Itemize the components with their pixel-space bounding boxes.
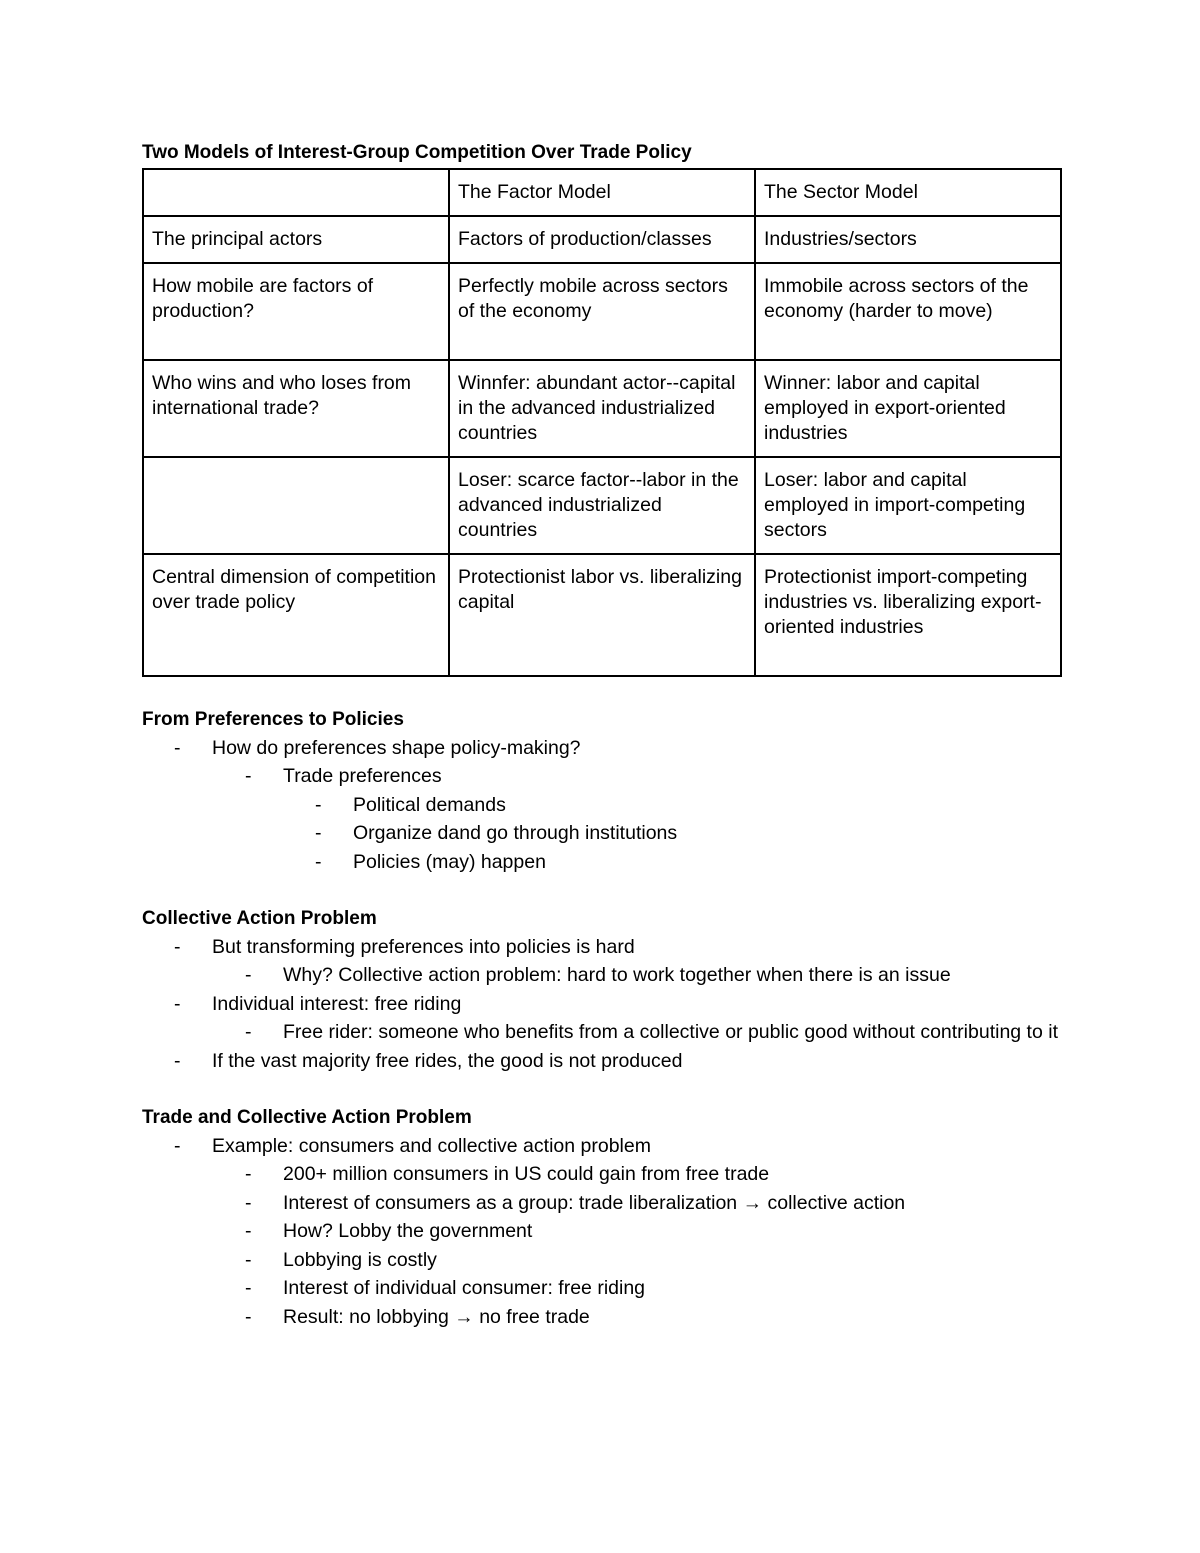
list-item [142,1246,1062,1274]
document-title: Two Models of Interest-Group Competition Over Trade Policy [142,142,692,163]
table-cell: Loser: labor and capital employed in import-competing sectors [755,457,1061,554]
dash-bullet: - [174,1135,181,1158]
section-heading: Trade and Collective Action Problem [142,1107,472,1129]
list-item-text: Interest of individual consumer: free riding [283,1277,646,1300]
dash-bullet: - [245,1163,252,1186]
list-item-text: Why? Collective action problem: hard to work together when there is an issue [283,964,951,987]
dash-bullet: - [245,1305,252,1328]
table-cell: Winnfer: abundant actor--capital in the advanced industrialized countries [449,360,755,457]
list-item [142,1160,1062,1188]
document-page [142,140,1062,1331]
list-item-text: But transforming preferences into policies is hard [212,936,635,959]
dash-bullet: - [245,1220,252,1243]
dash-bullet: - [245,1248,252,1271]
table-cell: The Sector Model [755,169,1061,216]
dash-bullet: - [245,964,252,987]
list-item [142,1274,1062,1302]
table-row [143,216,1061,263]
table-cell: Winner: labor and capital employed in export-oriented industries [755,360,1061,457]
list-item [142,1132,1062,1160]
list-item [142,848,1062,876]
table-cell: Industries/sectors [755,216,1061,263]
table-cell [143,169,449,216]
dash-bullet: - [315,822,322,845]
list-item [142,990,1062,1018]
list-item-text: How? Lobby the government [283,1220,533,1243]
list-item [142,762,1062,790]
table-cell: How mobile are factors of production? [143,263,449,360]
table-cell: Immobile across sectors of the economy (harder to move) [755,263,1061,360]
list-item-text: 200+ million consumers in US could gain from free trade [283,1163,770,1186]
bullet-list [142,933,1062,1075]
list-item-text: If the vast majority free rides, the good is not produced [212,1049,683,1072]
list-item [142,1047,1062,1075]
table-cell: The Factor Model [449,169,755,216]
list-item [142,1018,1062,1046]
dash-bullet: - [245,765,252,788]
section-collective-action-problem [142,906,1062,1075]
list-item [142,1303,1062,1331]
table-cell: Who wins and who loses from international trade? [143,360,449,457]
table-cell: Protectionist labor vs. liberalizing capital [449,554,755,676]
table-cell [143,457,449,554]
dash-bullet: - [245,1277,252,1300]
dash-bullet: - [174,992,181,1015]
list-item-text: Example: consumers and collective action problem [212,1135,651,1158]
list-item-text: Result: no lobbying → no free trade [283,1305,590,1328]
table-cell: Central dimension of competition over trade policy [143,554,449,676]
table-cell: Perfectly mobile across sectors of the economy [449,263,755,360]
list-item [142,819,1062,847]
list-item-text: Interest of consumers as a group: trade liberalization → collective action [283,1191,906,1214]
section-heading: From Preferences to Policies [142,709,404,730]
table-row [143,554,1061,676]
bullet-list [142,1132,1062,1331]
list-item [142,933,1062,961]
dash-bullet: - [245,1021,252,1044]
list-item-text: How do preferences shape policy-making? [212,737,581,759]
table-cell: Loser: scarce factor--labor in the advanced industrialized countries [449,457,755,554]
list-item-text: Political demands [353,793,506,816]
list-item-text: Lobbying is costly [283,1248,437,1271]
section-preferences-to-policies [142,707,1062,876]
table-cell: Protectionist import-competing industries vs. liberalizing export-oriented industries [755,554,1061,676]
table-row [143,360,1061,457]
list-item [142,791,1062,819]
dash-bullet: - [245,1191,252,1214]
dash-bullet: - [174,737,181,759]
dash-bullet: - [315,793,322,816]
list-item [142,1189,1062,1217]
list-item-text: Individual interest: free riding [212,992,462,1015]
list-item-text: Policies (may) happen [353,850,546,873]
table-cell: The principal actors [143,216,449,263]
dash-bullet: - [174,936,181,959]
section-trade-collective-action [142,1105,1062,1331]
table-row [143,457,1061,554]
list-item [142,1217,1062,1245]
dash-bullet: - [315,850,322,873]
list-item [142,734,1062,762]
list-item-text: Free rider: someone who benefits from a collective or public good without contributing to it [283,1021,1058,1044]
table-cell: Factors of production/classes [449,216,755,263]
list-item-text: Organize dand go through institutions [353,822,678,845]
table-header-row [143,169,1061,216]
bullet-list [142,734,1062,876]
list-item [142,961,1062,989]
list-item-text: Trade preferences [283,765,442,788]
table-row [143,263,1061,360]
models-comparison-table [142,168,1062,677]
dash-bullet: - [174,1049,181,1072]
section-heading: Collective Action Problem [142,908,377,930]
